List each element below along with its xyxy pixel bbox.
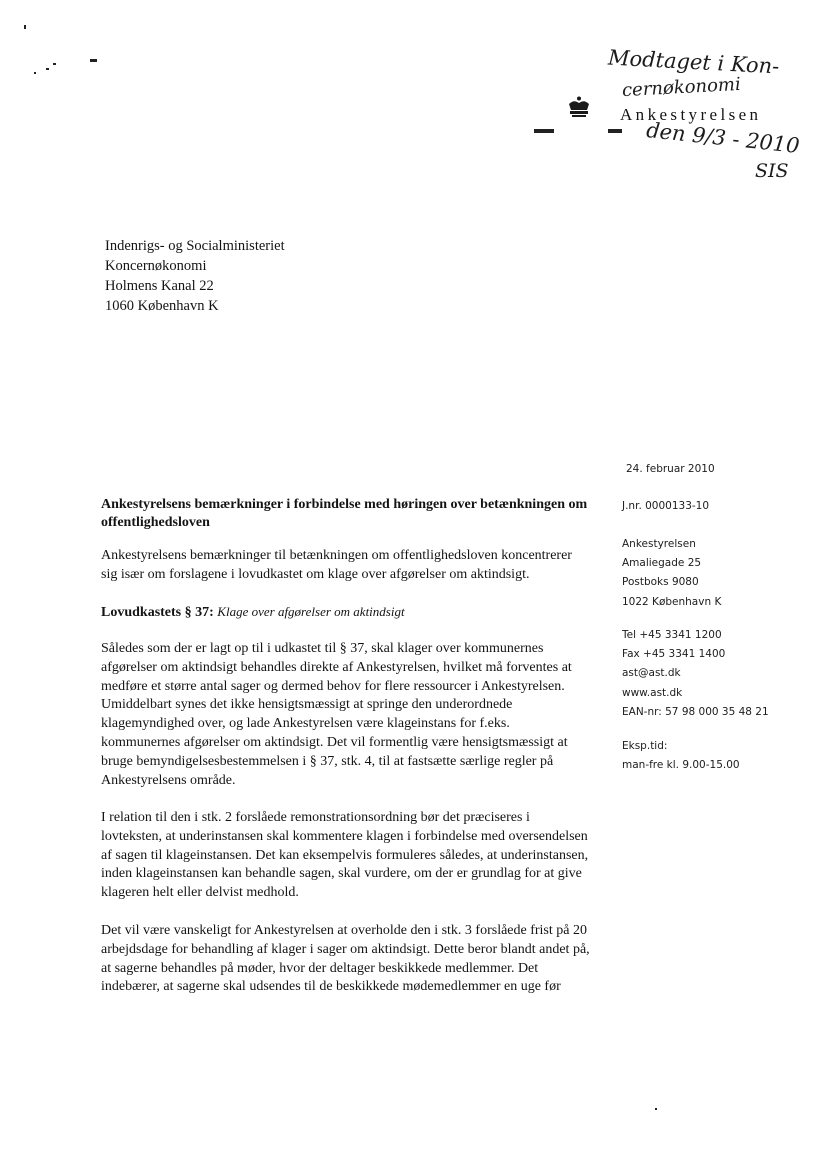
recipient-address — [105, 236, 285, 316]
body-paragraph-2: I relation til den i stk. 2 forslåede remonstrationsordning bør det præciseres i lovteksten, at underinstansen skal kommentere klagen i forbindelse med oversendelsen af sagen til klageinstansen. Det kan eksempelvis formuleres således, at underinstansen, inden klageinstansen kan behandle sagen, skal vurdere, om der er grundlag for at give klageren helt eller delvist medhold. — [101, 810, 589, 901]
scan-mark — [534, 129, 554, 133]
handwritten-receipt-date: den 9/3 - 2010 — [645, 118, 801, 158]
scan-speck — [53, 63, 56, 65]
sender-contact — [622, 626, 769, 722]
sender-address — [622, 535, 721, 612]
recipient-line: 1060 København K — [105, 298, 219, 314]
phone-number: Tel +45 3341 1200 — [622, 629, 722, 641]
scan-speck — [24, 25, 26, 29]
sender-name: Ankestyrelsen — [620, 105, 762, 124]
sender-address-line: Amaliegade 25 — [622, 557, 702, 570]
intro-paragraph: Ankestyrelsens bemærkninger til betænkningen om offentlighedsloven koncentrerer sig især om forslagene i lovudkastet om klage over afgørelser om aktindsigt. — [101, 548, 572, 582]
section-heading-label: Lovudkastets § 37: — [101, 605, 214, 620]
body-paragraph-3: Det vil være vanskeligt for Ankestyrelsen at overholde den i stk. 3 forslåede frist på 20 arbejdsdage for behandling af klager i sager om aktindsigt. Dette beror blandt andet på, at sagerne behandles på møder, hvor der deltager beskikkede medlemmer. Det indebærer, at sagerne skal udsendes til de beskikkede mødemedlemmer en uge før — [101, 923, 590, 995]
sender-address-line: Ankestyrelsen — [622, 538, 696, 550]
letter-date: 24. februar 2010 — [626, 463, 715, 475]
email-address: ast@ast.dk — [622, 667, 681, 680]
sender-address-line: 1022 København K — [622, 595, 722, 608]
handwritten-receipt-line-2: cernøkonomi — [621, 73, 742, 102]
opening-hours-label: Eksp.tid: — [622, 740, 668, 752]
recipient-line: Koncernøkonomi — [105, 258, 207, 274]
letter-subject: Ankestyrelsens bemærkninger i forbindelse med høringen over betænkningen om offentlighedsloven — [101, 497, 588, 530]
handwritten-receipt-line-1: Modtaget i Kon- — [607, 45, 780, 79]
opening-hours-value: man-fre kl. 9.00-15.00 — [622, 759, 740, 772]
scan-speck — [46, 68, 49, 70]
body-paragraph-1: Således som der er lagt op til i udkastet til § 37, skal klager over kommunernes afgørelser om aktindsigt behandles direkte af Ankestyrelsen, hvilket må forventes at medføre et større antal sager og dermed behov for flere ressourcer i Ankestyrelsen. Umiddelbart synes det ikke hensigtsmæssigt at springe den underordnede klagemyndighed over, og lade Ankestyrelsen være klageinstans for f.eks. kommunernes afgørelser om aktindsigt. Det vil formentlig være hensigtsmæssigt at bruge bemyndigelsesbestemmelsen i § 37, stk. 4, til at fastsætte særlige regler på Ankestyrelsens område. — [101, 641, 572, 788]
scan-speck — [90, 59, 97, 62]
handwritten-initials: SIS — [755, 160, 789, 182]
website: www.ast.dk — [622, 686, 683, 699]
fax-number: Fax +45 3341 1400 — [622, 648, 726, 661]
section-heading-title: Klage over afgørelser om aktindsigt — [217, 604, 405, 619]
scan-speck — [34, 72, 36, 74]
recipient-line: Holmens Kanal 22 — [105, 278, 214, 294]
scan-speck — [655, 1108, 657, 1110]
crown-logo-icon — [566, 96, 592, 118]
ean-number: EAN-nr: 57 98 000 35 48 21 — [622, 705, 769, 718]
section-heading — [101, 604, 405, 621]
recipient-line: Indenrigs- og Socialministeriet — [105, 238, 285, 254]
scan-mark — [608, 129, 622, 133]
journal-number: J.nr. 0000133-10 — [622, 500, 710, 512]
sender-address-line: Postboks 9080 — [622, 576, 699, 589]
opening-hours — [622, 737, 740, 775]
